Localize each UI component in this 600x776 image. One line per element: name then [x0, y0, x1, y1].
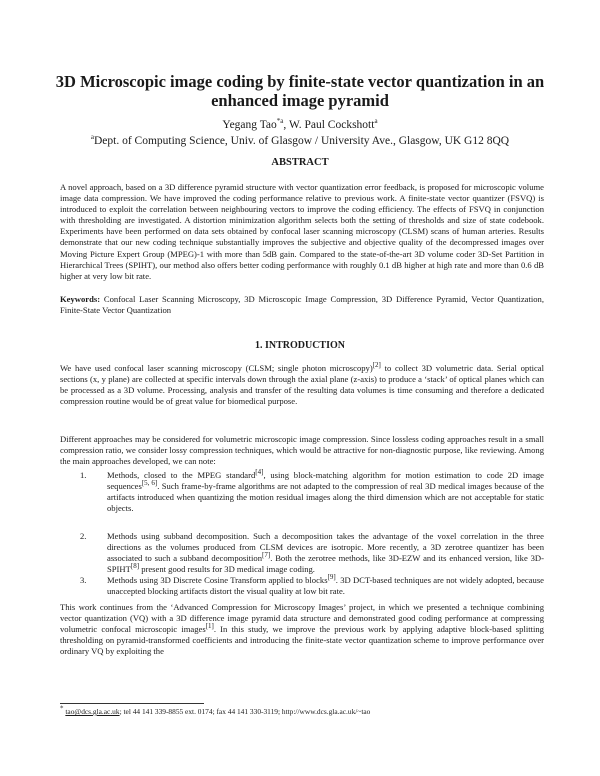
citation: [8] [130, 562, 140, 571]
author-name: Yegang Tao [222, 119, 277, 131]
list-number: 1. [80, 470, 87, 480]
citation: [1] [205, 622, 214, 631]
paragraph-text: to collect 3D volumetric data. Serial optical sections (x, y plane) are collected at specific intervals down through the axial plane (z-axis) to produce a ‘stack’ of optical planes which can be processed as a 3D volume. Processing, analysis and transfer of the resulting data volumes is time consuming and therefore a dedicated compression routine would be of great value for biomedical purpose. [60, 363, 545, 407]
list-text: . Both the zerotree methods, like 3D-EZW and its enhanced version, like 3D-SPIHT [107, 553, 544, 575]
paragraph [60, 602, 544, 657]
citation: [9] [327, 573, 336, 582]
list-number: 3. [80, 575, 87, 585]
section-heading: 1. INTRODUCTION [254, 340, 345, 351]
paragraph-text: . In this study, we improve the previous work by applying adaptive block-based splitting thresholding on pyramid-transformed coefficients and introducing the finite-state vector quantization scheme to improve performance over ordinary VQ by exploiting the [60, 624, 544, 657]
list-item-text [107, 470, 544, 514]
list-text: , using block-matching algorithm for motion estimation to code 2D image sequences [107, 470, 544, 492]
citation: [7] [262, 551, 271, 560]
author-name: W. Paul Cockshott [288, 119, 375, 131]
footnote [60, 704, 544, 716]
keywords-label: Keywords: [60, 294, 101, 304]
list-number: 2. [80, 531, 87, 541]
paragraph [60, 363, 544, 407]
list-text: present good results for 3D medical image coding. [139, 564, 315, 575]
paragraph-text: We have used confocal laser scanning microscopy (CLSM; single photon microscopy) [60, 363, 373, 373]
author-line [40, 118, 560, 132]
abstract-text: A novel approach, based on a 3D difference pyramid structure with vector quantization error feedback, is proposed for microscopic volume image data compression. We have improved the coding performance relative to previous work. A finite-state vector quantizer (FSVQ) is introduced to exploit the correlation between neighbouring vectors to improve the coding efficiency. The effects of FSVQ in conjunction with thresholding are investigated. A distortion minimization algorithm selects both the setting of thresholds and size of state codebook. Experiments have been performed on data sets obtained by confocal laser scanning microscopy (CLSM) scans of human arteries. Results demonstrate that our new coding technique substantially improves the subjective and objective quality of the decompressed images over Moving Picture Expert Group (MPEG)-1 with more than 5dB gain. Compared to the state-of-the-art 3D volume coder 3D-Set Partition in Hierarchical Trees (SPIHT), our method also offers better coding performance with roughly 0.1 dB higher at high rate and more than 0.6 dB higher at very low bit rate. [60, 182, 544, 281]
email-link[interactable]: tao@dcs.gla.ac.uk [65, 707, 120, 716]
paragraph-text: This work continues from the ‘Advanced Compression for Microscopy Images’ project, in which we presented a technique combining vector quantization (VQ) with a 3D difference image pyramid data structure and demonstrated good coding performance at compressing volumetric confocal microscopic images [60, 602, 544, 635]
paper-title: 3D Microscopic image coding by finite-state vector quantization in an enhanced image pyramid [55, 72, 545, 110]
affiliation-text: Dept. of Computing Science, Univ. of Glasgow / University Ave., Glasgow, UK G12 8QQ [93, 135, 510, 147]
citation: [4] [255, 468, 264, 477]
footnote-divider [60, 703, 204, 704]
citation: [2] [372, 361, 381, 370]
paragraph: Different approaches may be considered for volumetric microscopic image compression. Since lossless coding approaches result in a small compression ratio, we consider lossy compression techniques, which would be attractive for non-diagnostic purpose, like reviewing. Among the main approaches developed, we can note: [60, 434, 544, 467]
list-item-text [107, 575, 544, 597]
footnote-text: ; tel 44 141 339-8855 ext. 0174; fax 44 141 330-3119; http://www.dcs.gla.ac.uk/~tao [119, 707, 371, 716]
author-separator: , [283, 119, 289, 131]
list-item-text [107, 531, 544, 575]
author-mark: a [374, 117, 378, 126]
citation: [5, 6] [141, 479, 158, 488]
list-text: . 3D DCT-based techniques are not widely adopted, because unaccepted blocking artifacts distort the visual quality at low bit rate. [107, 575, 544, 597]
keywords-list: Confocal Laser Scanning Microscopy, 3D Microscopic Image Compression, 3D Difference Pyramid, Vector Quantization, Finite-State Vector Quantization [60, 294, 544, 316]
affiliation [40, 134, 560, 148]
list-text: . Such frame-by-frame algorithms are not adapted to the compression of real 3D medical images because of the artifacts introduced when quantizing the motion residual images along the third dimension which are not acceptable for static objects. [107, 481, 544, 514]
abstract-heading: ABSTRACT [271, 157, 329, 168]
list-text: Methods using subband decomposition. Such a decomposition takes the advantage of the voxel correlation in the three directions as the volumes produced from CLSM devices are isotropic. More recently, a 3D zerotree quantizer has been associated to such a subband decomposition [107, 531, 544, 564]
affiliation-mark: a [90, 133, 94, 142]
list-text: Methods, closed to the MPEG standard [107, 470, 256, 480]
list-text: Methods using 3D Discrete Cosine Transform applied to blocks [107, 575, 328, 585]
footnote-mark: * [60, 704, 64, 713]
author-mark: *a [276, 117, 284, 126]
keywords [60, 294, 544, 316]
